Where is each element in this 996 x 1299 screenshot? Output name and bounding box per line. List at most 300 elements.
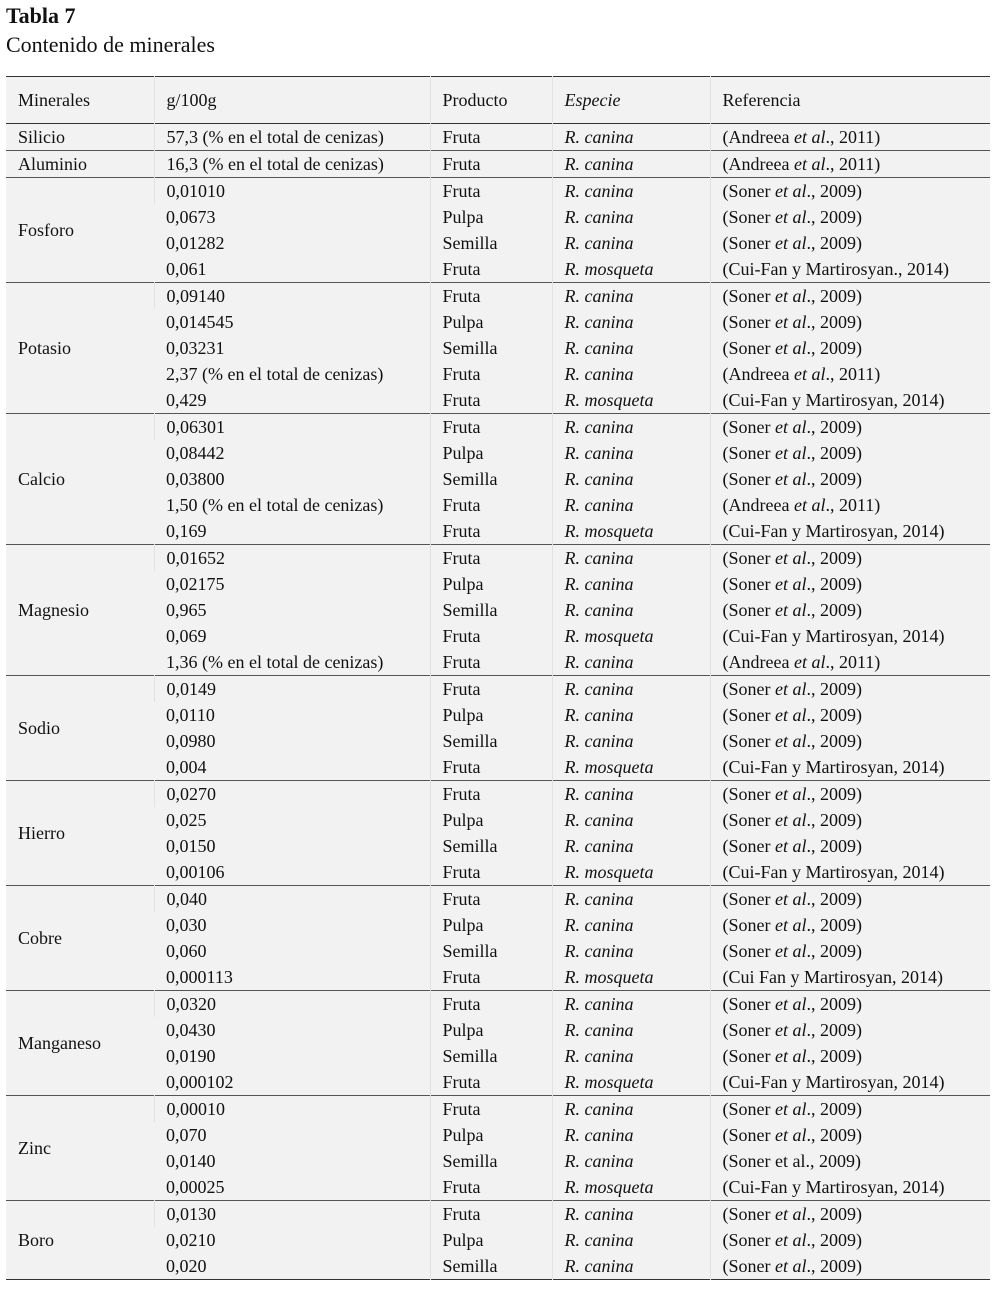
reference-cell — [710, 886, 990, 913]
product-cell: Fruta — [430, 178, 552, 205]
reference-cell — [710, 361, 990, 387]
value-cell: 0,020 — [166, 1256, 207, 1276]
value-cell: 0,00010 — [154, 1096, 430, 1123]
table-row — [6, 1227, 990, 1253]
value-cell: 0,09140 — [154, 283, 430, 310]
table-row — [6, 754, 990, 781]
value-cell: 0,004 — [166, 757, 207, 777]
reference-etal: et al — [793, 154, 826, 174]
table-row — [6, 230, 990, 256]
reference-etal: et al — [775, 1046, 807, 1066]
reference-etal: et al — [775, 1256, 807, 1276]
value-cell: 0,069 — [166, 626, 207, 646]
reference-etal: et al — [775, 417, 807, 437]
species-cell: R. canina — [552, 702, 710, 728]
reference-author: (Soner — [722, 312, 775, 332]
value-cell: 0,0150 — [166, 836, 216, 856]
product-cell: Fruta — [430, 545, 552, 572]
product-cell: Fruta — [430, 964, 552, 991]
mineral-name-cell: Cobre — [18, 928, 62, 948]
reference-year: ., 2009) — [806, 233, 862, 253]
species-cell: R. mosqueta — [552, 1069, 710, 1096]
species-cell: R. mosqueta — [552, 964, 710, 991]
species-cell: R. canina — [552, 728, 710, 754]
reference-etal: et al — [775, 1230, 807, 1250]
species-cell: R. canina — [552, 833, 710, 859]
product-cell: Pulpa — [430, 1017, 552, 1043]
species-cell: R. canina — [552, 649, 710, 676]
species-cell: R. canina — [552, 440, 710, 466]
value-cell: 0,03800 — [166, 469, 225, 489]
species-cell: R. canina — [552, 204, 710, 230]
reference-author: (Soner — [722, 1125, 775, 1145]
product-cell: Fruta — [430, 754, 552, 781]
reference-cell — [710, 702, 990, 728]
species-cell: R. canina — [552, 283, 710, 310]
reference-year: ., 2009) — [806, 679, 862, 699]
reference-etal: et al — [775, 548, 807, 568]
reference-year: ., 2009) — [806, 994, 862, 1014]
reference-year: ., 2009) — [806, 312, 862, 332]
product-cell: Semilla — [430, 230, 552, 256]
reference-etal: et al — [775, 810, 807, 830]
species-cell: R. canina — [552, 597, 710, 623]
reference-year: ., 2009) — [806, 417, 862, 437]
reference-etal: et al — [775, 1125, 807, 1145]
product-cell: Fruta — [430, 623, 552, 649]
value-cell: 0,01282 — [166, 233, 225, 253]
reference-year: ., 2009) — [806, 784, 862, 804]
reference-author: (Cui-Fan y Martirosyan., 2014) — [722, 259, 949, 279]
reference-etal: et al — [775, 312, 807, 332]
value-cell: 0,0140 — [166, 1151, 216, 1171]
species-cell: R. canina — [552, 912, 710, 938]
species-cell: R. mosqueta — [552, 754, 710, 781]
product-cell: Fruta — [430, 492, 552, 518]
reference-year: ., 2009) — [806, 1204, 862, 1224]
reference-author: (Soner — [722, 207, 775, 227]
species-cell: R. canina — [552, 676, 710, 703]
value-cell: 0,025 — [166, 810, 207, 830]
reference-author: (Cui-Fan y Martirosyan, 2014) — [722, 757, 945, 777]
table-row — [6, 545, 990, 572]
reference-author: (Cui Fan y Martirosyan, 2014) — [722, 967, 943, 987]
reference-etal: et al — [775, 1099, 807, 1119]
product-cell: Fruta — [430, 1201, 552, 1228]
reference-cell — [710, 597, 990, 623]
value-cell: 0,965 — [166, 600, 207, 620]
reference-cell — [710, 466, 990, 492]
product-cell: Pulpa — [430, 1122, 552, 1148]
reference-author: (Soner — [722, 994, 775, 1014]
reference-etal: et al — [775, 705, 807, 725]
reference-author: (Soner — [722, 836, 775, 856]
table-row — [6, 728, 990, 754]
reference-cell — [710, 676, 990, 703]
reference-author: (Soner — [722, 600, 775, 620]
reference-cell — [710, 728, 990, 754]
reference-author: (Soner — [722, 784, 775, 804]
product-cell: Pulpa — [430, 204, 552, 230]
reference-cell — [710, 545, 990, 572]
value-cell: 0,08442 — [166, 443, 225, 463]
reference-author: (Soner — [722, 548, 775, 568]
table-row — [6, 1201, 990, 1228]
value-cell: 0,000113 — [166, 967, 233, 987]
product-cell: Fruta — [430, 676, 552, 703]
value-cell: 0,0430 — [166, 1020, 216, 1040]
reference-cell — [710, 571, 990, 597]
table-row — [6, 256, 990, 283]
reference-etal: et al — [775, 469, 807, 489]
reference-year: ., 2009) — [806, 600, 862, 620]
table-row — [6, 124, 990, 151]
value-cell: 0,0190 — [166, 1046, 216, 1066]
reference-year: ., 2009) — [806, 338, 862, 358]
table-row — [6, 1096, 990, 1123]
mineral-name-cell: Fosforo — [18, 220, 75, 240]
table-title: Tabla 7 — [6, 3, 76, 28]
product-cell: Pulpa — [430, 912, 552, 938]
value-cell: 16,3 (% en el total de cenizas) — [154, 151, 430, 178]
species-cell: R. canina — [552, 781, 710, 808]
value-cell: 0,014545 — [166, 312, 234, 332]
reference-cell — [710, 781, 990, 808]
reference-author: (Andreea — [722, 127, 794, 147]
table-row — [6, 1148, 990, 1174]
reference-author: (Andreea — [722, 154, 794, 174]
reference-cell — [710, 124, 990, 151]
reference-etal: et al — [775, 1204, 807, 1224]
product-cell: Fruta — [430, 991, 552, 1018]
value-cell: 0,070 — [166, 1125, 207, 1145]
reference-year: ., 2009) — [806, 810, 862, 830]
reference-year: ., 2009) — [806, 889, 862, 909]
reference-cell — [710, 1122, 990, 1148]
reference-cell — [710, 309, 990, 335]
reference-cell — [710, 204, 990, 230]
product-cell: Fruta — [430, 124, 552, 151]
product-cell: Fruta — [430, 361, 552, 387]
species-cell: R. canina — [552, 991, 710, 1018]
reference-author: (Cui-Fan y Martirosyan, 2014) — [722, 1177, 945, 1197]
table-row — [6, 833, 990, 859]
reference-year: ., 2009) — [806, 836, 862, 856]
product-cell: Fruta — [430, 518, 552, 545]
table-row — [6, 1017, 990, 1043]
reference-cell — [710, 230, 990, 256]
header-g-100g: g/100g — [154, 77, 430, 124]
product-cell: Semilla — [430, 1043, 552, 1069]
reference-year: ., 2009) — [806, 574, 862, 594]
reference-cell — [710, 440, 990, 466]
species-cell: R. canina — [552, 1201, 710, 1228]
reference-author: (Cui-Fan y Martirosyan, 2014) — [722, 862, 945, 882]
value-cell: 0,0149 — [154, 676, 430, 703]
species-cell: R. canina — [552, 151, 710, 178]
reference-cell — [710, 964, 990, 991]
product-cell: Fruta — [430, 414, 552, 441]
reference-etal: et al — [775, 600, 807, 620]
reference-author: (Soner — [722, 417, 775, 437]
value-cell: 0,429 — [166, 390, 207, 410]
reference-year: ., 2009) — [806, 1020, 862, 1040]
reference-author: (Soner — [722, 574, 775, 594]
species-cell: R. mosqueta — [552, 623, 710, 649]
reference-cell — [710, 807, 990, 833]
reference-author: (Soner — [722, 1046, 775, 1066]
reference-year: ., 2009) — [806, 181, 862, 201]
species-cell: R. canina — [552, 1096, 710, 1123]
reference-author: (Soner — [722, 286, 775, 306]
reference-etal: et al — [793, 652, 826, 672]
table-row — [6, 991, 990, 1018]
table-row — [6, 1122, 990, 1148]
reference-cell — [710, 1227, 990, 1253]
product-cell: Semilla — [430, 1148, 552, 1174]
species-cell: R. canina — [552, 414, 710, 441]
species-cell: R. canina — [552, 492, 710, 518]
value-cell: 0,02175 — [166, 574, 225, 594]
reference-author: (Soner — [722, 731, 775, 751]
species-cell: R. canina — [552, 178, 710, 205]
reference-author: (Soner — [722, 469, 775, 489]
reference-cell — [710, 1174, 990, 1201]
mineral-name-cell: Boro — [18, 1230, 54, 1250]
product-cell: Semilla — [430, 833, 552, 859]
reference-author: (Andreea — [722, 364, 794, 384]
reference-year: ., 2011) — [825, 495, 881, 515]
product-cell: Pulpa — [430, 309, 552, 335]
reference-cell — [710, 518, 990, 545]
reference-etal: et al — [775, 994, 807, 1014]
reference-etal: et al — [775, 574, 807, 594]
species-cell: R. canina — [552, 335, 710, 361]
table-row — [6, 414, 990, 441]
table-row — [6, 886, 990, 913]
species-cell: R. canina — [552, 886, 710, 913]
product-cell: Pulpa — [430, 702, 552, 728]
species-cell: R. mosqueta — [552, 859, 710, 886]
mineral-name-cell: Aluminio — [18, 154, 88, 174]
value-cell: 0,00106 — [166, 862, 225, 882]
reference-year: ., 2009) — [806, 548, 862, 568]
species-cell: R. canina — [552, 1122, 710, 1148]
species-cell: R. canina — [552, 124, 710, 151]
reference-author: (Soner et al., 2009) — [722, 1151, 861, 1171]
reference-etal: et al — [775, 915, 807, 935]
minerals-table — [6, 76, 990, 1280]
reference-author: (Soner — [722, 1204, 775, 1224]
table-row — [6, 466, 990, 492]
product-cell: Fruta — [430, 151, 552, 178]
table-row — [6, 440, 990, 466]
reference-author: (Soner — [722, 810, 775, 830]
value-cell: 0,030 — [166, 915, 207, 935]
reference-year: ., 2009) — [806, 1046, 862, 1066]
reference-cell — [710, 754, 990, 781]
species-cell: R. canina — [552, 1148, 710, 1174]
value-cell: 1,36 (% en el total de cenizas) — [166, 652, 384, 672]
table-row — [6, 676, 990, 703]
value-cell: 2,37 (% en el total de cenizas) — [166, 364, 384, 384]
species-cell: R. canina — [552, 571, 710, 597]
reference-etal: et al — [775, 286, 807, 306]
species-cell: R. canina — [552, 1227, 710, 1253]
reference-cell — [710, 833, 990, 859]
value-cell: 0,040 — [154, 886, 430, 913]
reference-author: (Soner — [722, 915, 775, 935]
species-cell: R. canina — [552, 1253, 710, 1280]
value-cell: 0,169 — [166, 521, 207, 541]
table-row — [6, 518, 990, 545]
reference-year: ., 2009) — [806, 207, 862, 227]
species-cell: R. canina — [552, 1017, 710, 1043]
reference-etal: et al — [793, 364, 826, 384]
value-cell: 0,0210 — [166, 1230, 216, 1250]
reference-cell — [710, 1148, 990, 1174]
reference-etal: et al — [775, 233, 807, 253]
reference-author: (Soner — [722, 1230, 775, 1250]
table-row — [6, 571, 990, 597]
mineral-name-cell: Magnesio — [18, 600, 89, 620]
reference-etal: et al — [775, 1020, 807, 1040]
product-cell: Fruta — [430, 283, 552, 310]
reference-etal: et al — [775, 784, 807, 804]
reference-author: (Cui-Fan y Martirosyan, 2014) — [722, 521, 945, 541]
value-cell: 0,061 — [166, 259, 207, 279]
reference-etal: et al — [775, 679, 807, 699]
product-cell: Pulpa — [430, 1227, 552, 1253]
product-cell: Semilla — [430, 335, 552, 361]
product-cell: Fruta — [430, 886, 552, 913]
table-row — [6, 964, 990, 991]
product-cell: Fruta — [430, 649, 552, 676]
product-cell: Pulpa — [430, 571, 552, 597]
product-cell: Semilla — [430, 597, 552, 623]
species-cell: R. canina — [552, 361, 710, 387]
product-cell: Fruta — [430, 781, 552, 808]
reference-author: (Soner — [722, 1256, 775, 1276]
value-cell: 0,0980 — [166, 731, 216, 751]
reference-author: (Soner — [722, 889, 775, 909]
table-row — [6, 649, 990, 676]
reference-year: ., 2009) — [806, 941, 862, 961]
table-row — [6, 492, 990, 518]
table-row — [6, 178, 990, 205]
reference-cell — [710, 912, 990, 938]
reference-year: ., 2011) — [825, 154, 881, 174]
reference-etal: et al — [775, 443, 807, 463]
reference-cell — [710, 1253, 990, 1280]
reference-etal: et al — [793, 495, 826, 515]
header-referencia: Referencia — [710, 77, 990, 124]
reference-year: ., 2009) — [806, 1099, 862, 1119]
table-row — [6, 309, 990, 335]
table-row — [6, 597, 990, 623]
mineral-name-cell: Potasio — [18, 338, 72, 358]
species-cell: R. canina — [552, 1043, 710, 1069]
reference-etal: et al — [775, 836, 807, 856]
reference-cell — [710, 387, 990, 414]
reference-cell — [710, 256, 990, 283]
reference-cell — [710, 1069, 990, 1096]
header-producto: Producto — [430, 77, 552, 124]
value-cell: 0,06301 — [154, 414, 430, 441]
table-row — [6, 361, 990, 387]
table-header — [6, 77, 990, 124]
reference-author: (Soner — [722, 679, 775, 699]
reference-author: (Cui-Fan y Martirosyan, 2014) — [722, 626, 945, 646]
species-cell: R. canina — [552, 309, 710, 335]
reference-author: (Soner — [722, 443, 775, 463]
reference-year: ., 2009) — [806, 1230, 862, 1250]
product-cell: Fruta — [430, 387, 552, 414]
product-cell: Fruta — [430, 1174, 552, 1201]
value-cell: 0,060 — [166, 941, 207, 961]
reference-author: (Andreea — [722, 652, 794, 672]
reference-author: (Cui-Fan y Martirosyan, 2014) — [722, 1072, 945, 1092]
table-row — [6, 1174, 990, 1201]
reference-cell — [710, 1201, 990, 1228]
mineral-name-cell: Hierro — [18, 823, 65, 843]
species-cell: R. canina — [552, 938, 710, 964]
value-cell: 1,50 (% en el total de cenizas) — [166, 495, 384, 515]
product-cell: Fruta — [430, 859, 552, 886]
reference-cell — [710, 151, 990, 178]
value-cell: 0,000102 — [166, 1072, 234, 1092]
reference-author: (Andreea — [722, 495, 794, 515]
reference-cell — [710, 1043, 990, 1069]
product-cell: Semilla — [430, 938, 552, 964]
reference-year: ., 2011) — [825, 127, 881, 147]
table-row — [6, 859, 990, 886]
reference-year: ., 2009) — [806, 705, 862, 725]
reference-etal: et al — [775, 207, 807, 227]
reference-author: (Soner — [722, 1099, 775, 1119]
table-row — [6, 335, 990, 361]
reference-author: (Soner — [722, 705, 775, 725]
table-body — [6, 124, 990, 1280]
reference-etal: et al — [775, 181, 807, 201]
reference-etal: et al — [775, 889, 807, 909]
reference-cell — [710, 1017, 990, 1043]
table-row — [6, 938, 990, 964]
reference-cell — [710, 859, 990, 886]
product-cell: Pulpa — [430, 807, 552, 833]
reference-author: (Soner — [722, 941, 775, 961]
value-cell: 0,0320 — [154, 991, 430, 1018]
value-cell: 0,0673 — [166, 207, 216, 227]
mineral-name-cell: Silicio — [18, 127, 66, 147]
reference-year: ., 2011) — [825, 364, 881, 384]
table-row — [6, 1253, 990, 1280]
reference-etal: et al — [793, 127, 826, 147]
table-row — [6, 151, 990, 178]
reference-year: ., 2009) — [806, 1125, 862, 1145]
species-cell: R. canina — [552, 466, 710, 492]
value-cell: 0,0270 — [154, 781, 430, 808]
value-cell: 0,0130 — [154, 1201, 430, 1228]
mineral-name-cell: Zinc — [18, 1138, 51, 1158]
reference-year: ., 2009) — [806, 443, 862, 463]
table-row — [6, 1043, 990, 1069]
value-cell: 57,3 (% en el total de cenizas) — [154, 124, 430, 151]
table-row — [6, 1069, 990, 1096]
value-cell: 0,03231 — [166, 338, 225, 358]
reference-cell — [710, 938, 990, 964]
reference-year: ., 2009) — [806, 286, 862, 306]
